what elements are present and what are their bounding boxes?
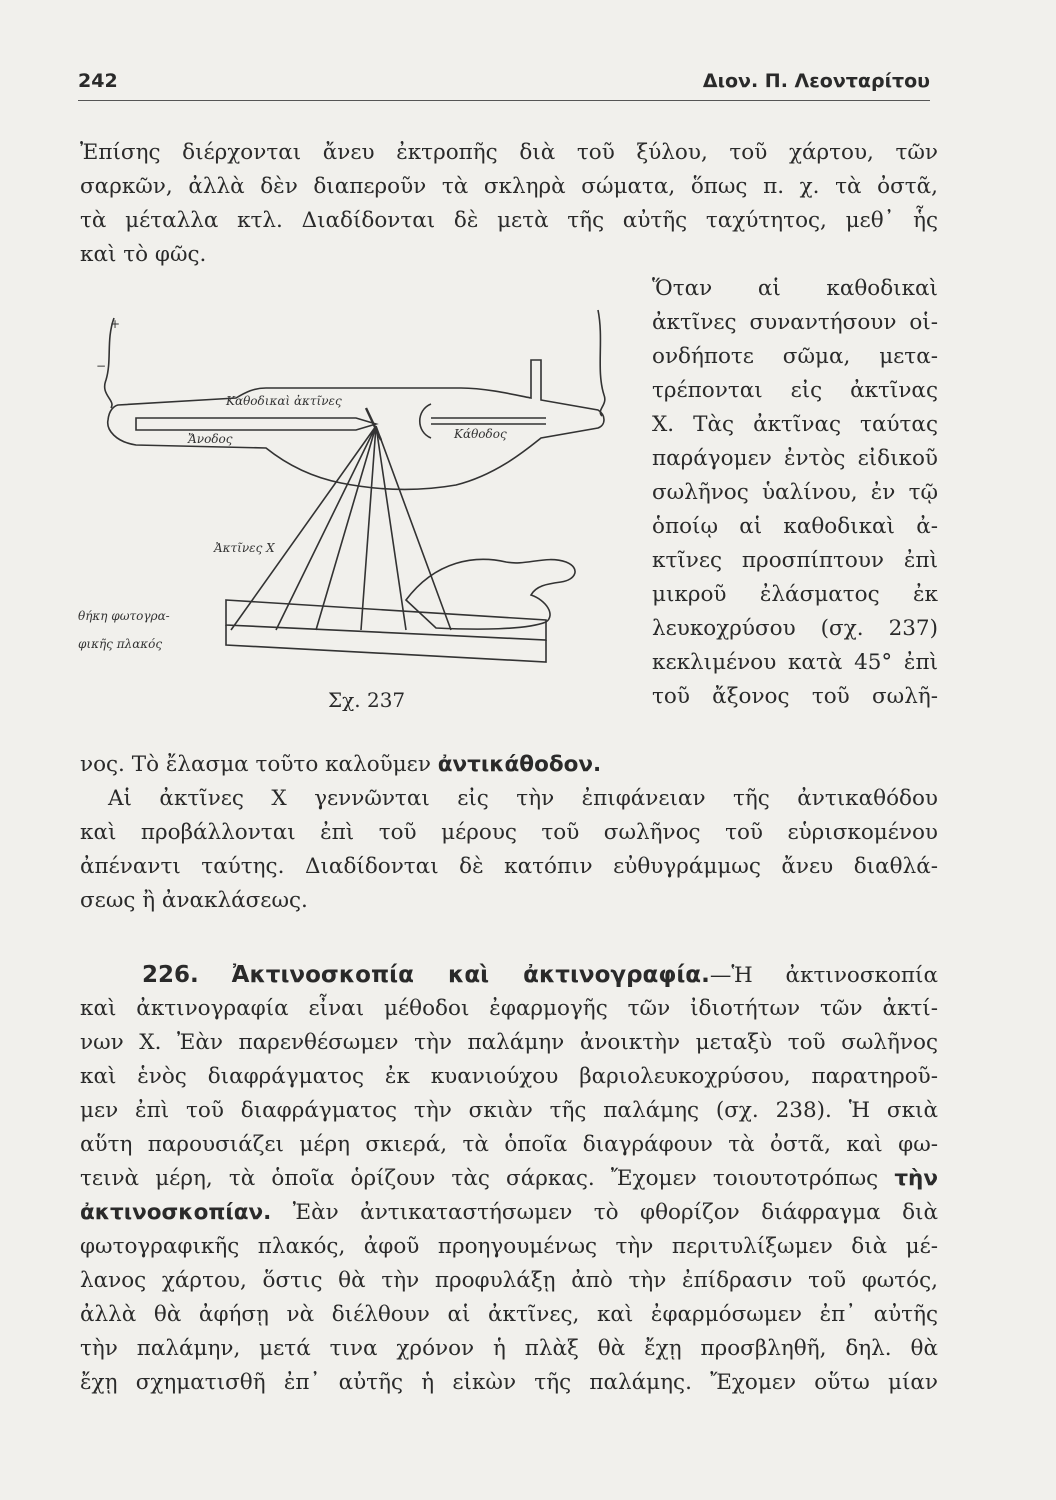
side-text-line: παράγομεν ἐντὸς εἰδικοῦ	[652, 446, 938, 471]
aktinoskopian-term: ἀκτινοσκοπίαν.	[80, 1200, 272, 1225]
text-line: Αἱ ἀκτῖνες Χ γεννῶνται εἰς τὴν ἐπιφάνειαν τῆς ἀντικαθόδου	[108, 786, 938, 811]
xray-tube-figure	[76, 300, 651, 695]
text-line: σαρκῶν, ἀλλὰ δὲν διαπεροῦν τὰ σκληρὰ σώματα, ὅπως π. χ. τὰ ὀστᾶ,	[80, 174, 938, 199]
plate-label-line1: θήκη φωτογρα-	[78, 609, 170, 623]
cathode-rays-label: Καθοδικαὶ ἀκτῖνες	[226, 394, 342, 408]
text-line: μεν ἐπὶ τοῦ διαφράγματος τὴν σκιὰν τῆς παλάμης (σχ. 238). Ἡ σκιὰ	[80, 1098, 938, 1123]
text-line: Ἐπίσης διέρχονται ἄνευ ἐκτροπῆς διὰ τοῦ ξύλου, τοῦ χάρτου, τῶν	[80, 140, 938, 165]
text-line: ἔχῃ σχηματισθῆ ἐπ᾿ αὐτῆς ἡ εἰκὼν τῆς παλάμης. Ἔχομεν οὕτω μίαν	[80, 1370, 938, 1395]
page-number: 242	[78, 70, 118, 92]
section-first-line-rest: —Ἡ ἀκτινοσκοπία	[709, 963, 938, 988]
text-line: ἀπέναντι ταύτης. Διαδίδονται δὲ κατόπιν εὐθυγράμμως ἄνευ διαθλά-	[80, 854, 938, 879]
echomen-bold: τὴν	[894, 1166, 938, 1191]
plus-label: +	[110, 317, 121, 331]
section-number: 226.	[142, 962, 199, 988]
section-heading-line	[80, 958, 938, 993]
hand-shape	[406, 559, 575, 629]
text-line: καὶ προβάλλονται ἐπὶ τοῦ μέρους τοῦ σωλῆνος τοῦ εὑρισκομένου	[80, 820, 938, 845]
echomen-text: τεινὰ μέρη, τὰ ὁποῖα ὁρίζουν τὰς σάρκας. Ἔχομεν τοιουτοτρόπως	[80, 1166, 895, 1191]
text-line-aktinoskopian	[80, 1196, 938, 1230]
text-line: ἀλλὰ θὰ ἀφήσῃ νὰ διέλθουν αἱ ἀκτῖνες, καὶ ἐφαρμόσωμεν ἐπ᾿ αὐτῆς	[80, 1302, 938, 1327]
side-text-line: Χ. Τὰς ἀκτῖνας ταύτας	[652, 412, 938, 437]
cathode-label: Κάθοδος	[454, 427, 507, 441]
text-line: νων Χ. Ἐὰν παρενθέσωμεν τὴν παλάμην ἀνοικτὴν μεταξὺ τοῦ σωλῆνος	[80, 1030, 938, 1055]
side-text-line: ἀκτῖνες συναντήσουν οἱ-	[652, 310, 938, 335]
anode-rod	[136, 418, 376, 430]
side-text-line: τρέπονται εἰς ἀκτῖνας	[652, 378, 938, 403]
figure-caption: Σχ. 237	[328, 688, 406, 712]
text-line: λανος χάρτου, ὅστις θὰ τὴν προφυλάξῃ ἀπὸ τὴν ἐπίδρασιν τοῦ φωτός,	[80, 1268, 938, 1293]
side-text-line: κεκλιμένου κατὰ 45° ἐπὶ	[652, 650, 938, 675]
text-line: τὴν παλάμην, μετά τινα χρόνον ἡ πλὰξ θὰ ἔχῃ προσβληθῆ, δηλ. θὰ	[80, 1336, 938, 1361]
right-wire	[598, 310, 605, 416]
antikathodos-term: ἀντικάθοδον.	[437, 752, 602, 777]
anode-label: Ἄνοδος	[188, 432, 233, 446]
text-line: σεως ἢ ἀνακλάσεως.	[80, 888, 308, 913]
plate-label-line2: φικῆς πλακός	[78, 637, 163, 651]
side-text-line: σωλῆνος ὑαλίνου, ἐν τῷ	[652, 480, 938, 505]
plate-holder	[226, 600, 546, 640]
text-line-echomen	[80, 1162, 938, 1196]
text-line: καὶ ἀκτινογραφία εἶναι μέθοδοι ἐφαρμογῆς τῶν ἰδιοτήτων τῶν ἀκτί-	[80, 996, 938, 1021]
aktinoskopian-text: Ἐὰν ἀντικαταστήσωμεν τὸ φθορίζον διάφραγμα διὰ	[271, 1200, 938, 1225]
minus-label: −	[96, 359, 107, 373]
side-text-line: λευκοχρύσου (σχ. 237)	[652, 616, 938, 641]
section-title: Ἀκτινοσκοπία καὶ ἀκτινογραφία.	[231, 962, 710, 988]
running-head: Διον. Π. Λεονταρίτου	[702, 70, 930, 92]
text-line: φωτογραφικῆς πλακός, ἀφοῦ προηγουμένως τὴν περιτυλίξωμεν διὰ μέ-	[80, 1234, 938, 1259]
side-text-line: ονδήποτε σῶμα, μετα-	[652, 344, 938, 369]
text-line: αὕτη παρουσιάζει μέρη σκιερά, τὰ ὁποῖα διαγράφουν τὰ ὀστᾶ, καὶ φω-	[80, 1132, 938, 1157]
page-header	[78, 66, 930, 101]
side-text-line: κτῖνες προσπίπτουν ἐπὶ	[652, 548, 938, 573]
side-text-line: ὁποίῳ αἱ καθοδικαὶ ἀ-	[652, 514, 938, 539]
side-text-line: Ὅταν αἱ καθοδικαὶ	[652, 276, 938, 301]
xrays-label: Ἀκτῖνες Χ	[214, 541, 275, 555]
cathode-cup	[420, 404, 431, 438]
text-line: καὶ ἑνὸς διαφράγματος ἐκ κυανιούχου βαριολευκοχρύσου, παρατηροῦ-	[80, 1064, 938, 1089]
text-line: καὶ τὸ φῶς.	[80, 242, 207, 267]
side-text-line: μικροῦ ἐλάσματος ἐκ	[652, 582, 938, 607]
text-line: τὰ μέταλλα κτλ. Διαδίδονται δὲ μετὰ τῆς αὐτῆς ταχύτητος, μεθ᾿ ἧς	[80, 208, 938, 233]
xray-fan	[231, 426, 451, 630]
text-line-antikathodos	[80, 748, 938, 782]
antikathodos-prefix: νος. Τὸ ἔλασμα τοῦτο καλοῦμεν	[80, 752, 438, 777]
side-text-line: τοῦ ἄξονος τοῦ σωλῆ-	[652, 684, 938, 709]
